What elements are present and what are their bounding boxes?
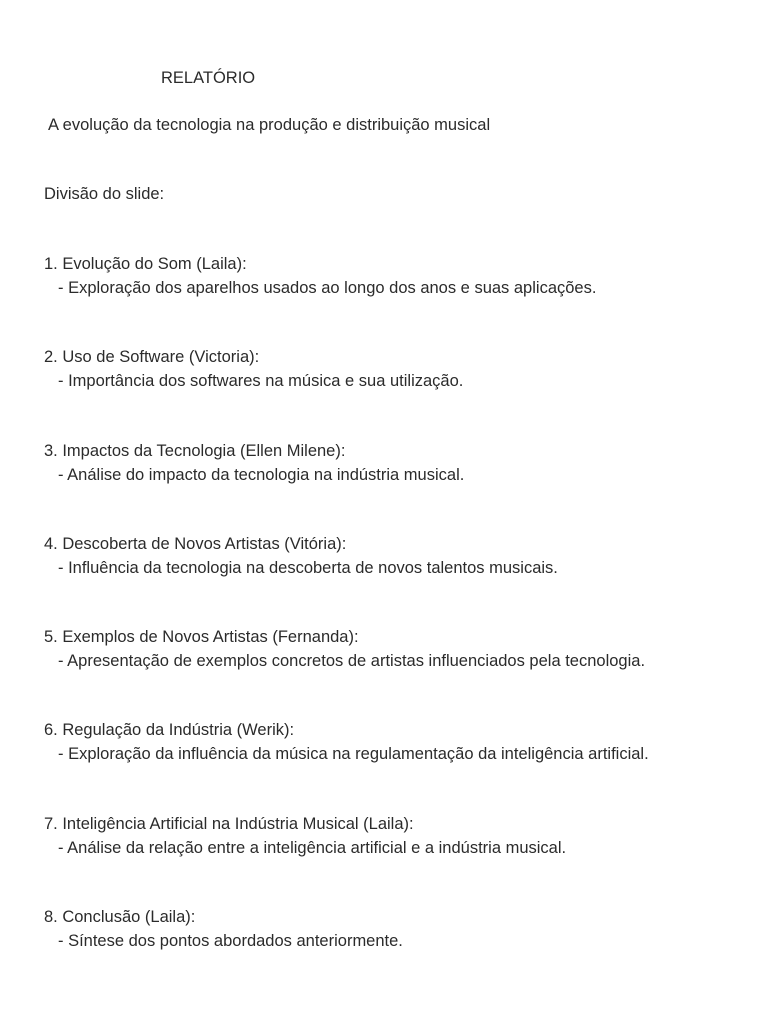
- section-item: [44, 252, 744, 345]
- section-detail: - Análise da relação entre a inteligência artificial e a indústria musical.: [58, 838, 567, 857]
- section-detail: - Importância dos softwares na música e sua utilização.: [58, 372, 464, 391]
- division-label: Divisão do slide:: [44, 185, 165, 203]
- section-heading: 7. Inteligência Artificial na Indústria Musical (Laila):: [44, 814, 414, 833]
- section-detail: - Exploração dos aparelhos usados ao longo dos anos e suas aplicações.: [58, 279, 597, 297]
- section-item: [44, 625, 744, 718]
- section-heading: 4. Descoberta de Novos Artistas (Vitória):: [44, 534, 347, 553]
- section-list: [44, 252, 744, 998]
- section-detail: - Apresentação de exemplos concretos de artistas influenciados pela tecnologia.: [58, 652, 646, 671]
- section-detail: - Análise do impacto da tecnologia na indústria musical.: [58, 465, 465, 484]
- section-detail: - Síntese dos pontos abordados anteriormente.: [58, 932, 403, 951]
- section-item: [44, 812, 744, 905]
- section-heading: 5. Exemplos de Novos Artistas (Fernanda):: [44, 628, 359, 647]
- document-title: RELATÓRIO: [161, 69, 256, 87]
- section-heading: 6. Regulação da Indústria (Werik):: [44, 721, 295, 740]
- section-heading: 3. Impactos da Tecnologia (Ellen Milene):: [44, 441, 346, 460]
- section-heading: 2. Uso de Software (Victoria):: [44, 348, 260, 367]
- section-detail: - Exploração da influência da música na regulamentação da inteligência artificial.: [58, 745, 649, 764]
- section-heading: 1. Evolução do Som (Laila):: [44, 255, 247, 273]
- document-subtitle: A evolução da tecnologia na produção e distribuição musical: [48, 116, 491, 134]
- section-heading: 8. Conclusão (Laila):: [44, 908, 196, 927]
- section-item: [44, 439, 744, 532]
- section-detail: - Influência da tecnologia na descoberta de novos talentos musicais.: [58, 558, 558, 577]
- section-item: [44, 532, 744, 625]
- section-item: [44, 718, 744, 811]
- section-item: [44, 345, 744, 438]
- section-item: [44, 905, 744, 998]
